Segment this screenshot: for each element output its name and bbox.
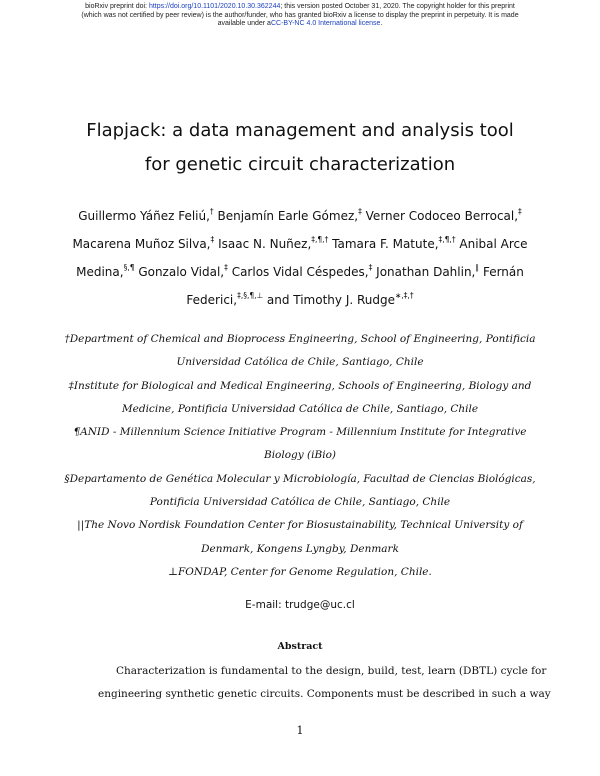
affiliations: [40, 328, 560, 584]
author: Tamara F. Matute,‡,¶,†: [332, 235, 456, 251]
author: Benjamín Earle Gómez,‡: [217, 207, 362, 223]
affiliation-line: ⊥FONDAP, Center for Genome Regulation, Chile.: [168, 565, 432, 578]
abstract-line: Characterization is fundamental to the design, build, test, learn (DBTL) cycle for: [116, 665, 547, 677]
affiliation-line: Biology (iBio): [263, 449, 336, 462]
contact-email[interactable]: E-mail: trudge@uc.cl: [245, 599, 355, 611]
affiliation-line: ‡Institute for Biological and Medical Engineering, Schools of Engineering, Biology and: [68, 379, 532, 392]
affiliation-line: ||The Novo Nordisk Foundation Center for Biosustainability, Technical University of: [77, 519, 523, 532]
affiliation-line: ¶ANID - Millennium Science Initiative Program - Millennium Institute for Integrative: [73, 426, 527, 439]
header-text: ; this version posted October 31, 2020. The copyright holder for this preprint: [280, 3, 515, 10]
abstract-body: [98, 660, 551, 706]
author: Macarena Muñoz Silva,‡: [72, 235, 215, 251]
preprint-header: [0, 3, 600, 29]
title-line-2: for genetic circuit characterization: [144, 154, 456, 175]
author: Isaac N. Nuñez,‡,¶,†: [218, 235, 329, 251]
page-number: 1: [296, 724, 304, 737]
author: Guillermo Yáñez Feliú,†: [78, 207, 214, 223]
author: Verner Codoceo Berrocal,‡: [365, 207, 522, 223]
license-link[interactable]: CC-BY-NC 4.0 International license: [270, 20, 381, 28]
header-text: bioRxiv preprint doi:: [85, 3, 149, 10]
header-line-2: (which was not certified by peer review) is the author/funder, who has granted bioRxiv a license to display the preprint in perpetuity. It is made: [81, 11, 519, 19]
affiliation-line: Medicine, Pontificia Universidad Católica de Chile, Santiago, Chile: [121, 402, 479, 415]
paper-title: [0, 114, 600, 182]
author-list: [62, 202, 538, 314]
author: Fernán Federici,‡,§,¶,⊥: [186, 265, 524, 307]
doi-link[interactable]: https://doi.org/10.1101/2020.10.30.362244: [148, 3, 281, 10]
author: Jonathan Dahlin,∥: [376, 263, 480, 279]
abstract-line: engineering synthetic genetic circuits. Components must be described in such a way: [98, 688, 551, 700]
header-text: available under a: [217, 20, 271, 28]
header-line-1: [0, 3, 600, 12]
author: Carlos Vidal Céspedes,‡: [231, 263, 373, 279]
affiliation-line: Denmark, Kongens Lyngby, Denmark: [201, 542, 399, 555]
affiliation-line: Pontificia Universidad Católica de Chile, Santiago, Chile: [149, 496, 451, 509]
affiliation-line: §Departamento de Genética Molecular y Microbiología, Facultad de Ciencias Biológicas,: [64, 472, 536, 485]
title-line-1: Flapjack: a data management and analysis tool: [86, 120, 514, 141]
author: and Timothy J. Rudge∗,‡,†: [266, 291, 414, 307]
author: Gonzalo Vidal,‡: [138, 263, 228, 279]
affiliation-line: Universidad Católica de Chile, Santiago, Chile: [176, 356, 424, 369]
header-text: .: [380, 20, 383, 28]
abstract-heading: Abstract: [277, 641, 323, 652]
author: Anibal Arce Medina,§,¶: [76, 237, 528, 279]
affiliation-line: †Department of Chemical and Bioprocess Engineering, School of Engineering, Pontificia: [64, 333, 536, 345]
header-line-3: [0, 20, 600, 29]
